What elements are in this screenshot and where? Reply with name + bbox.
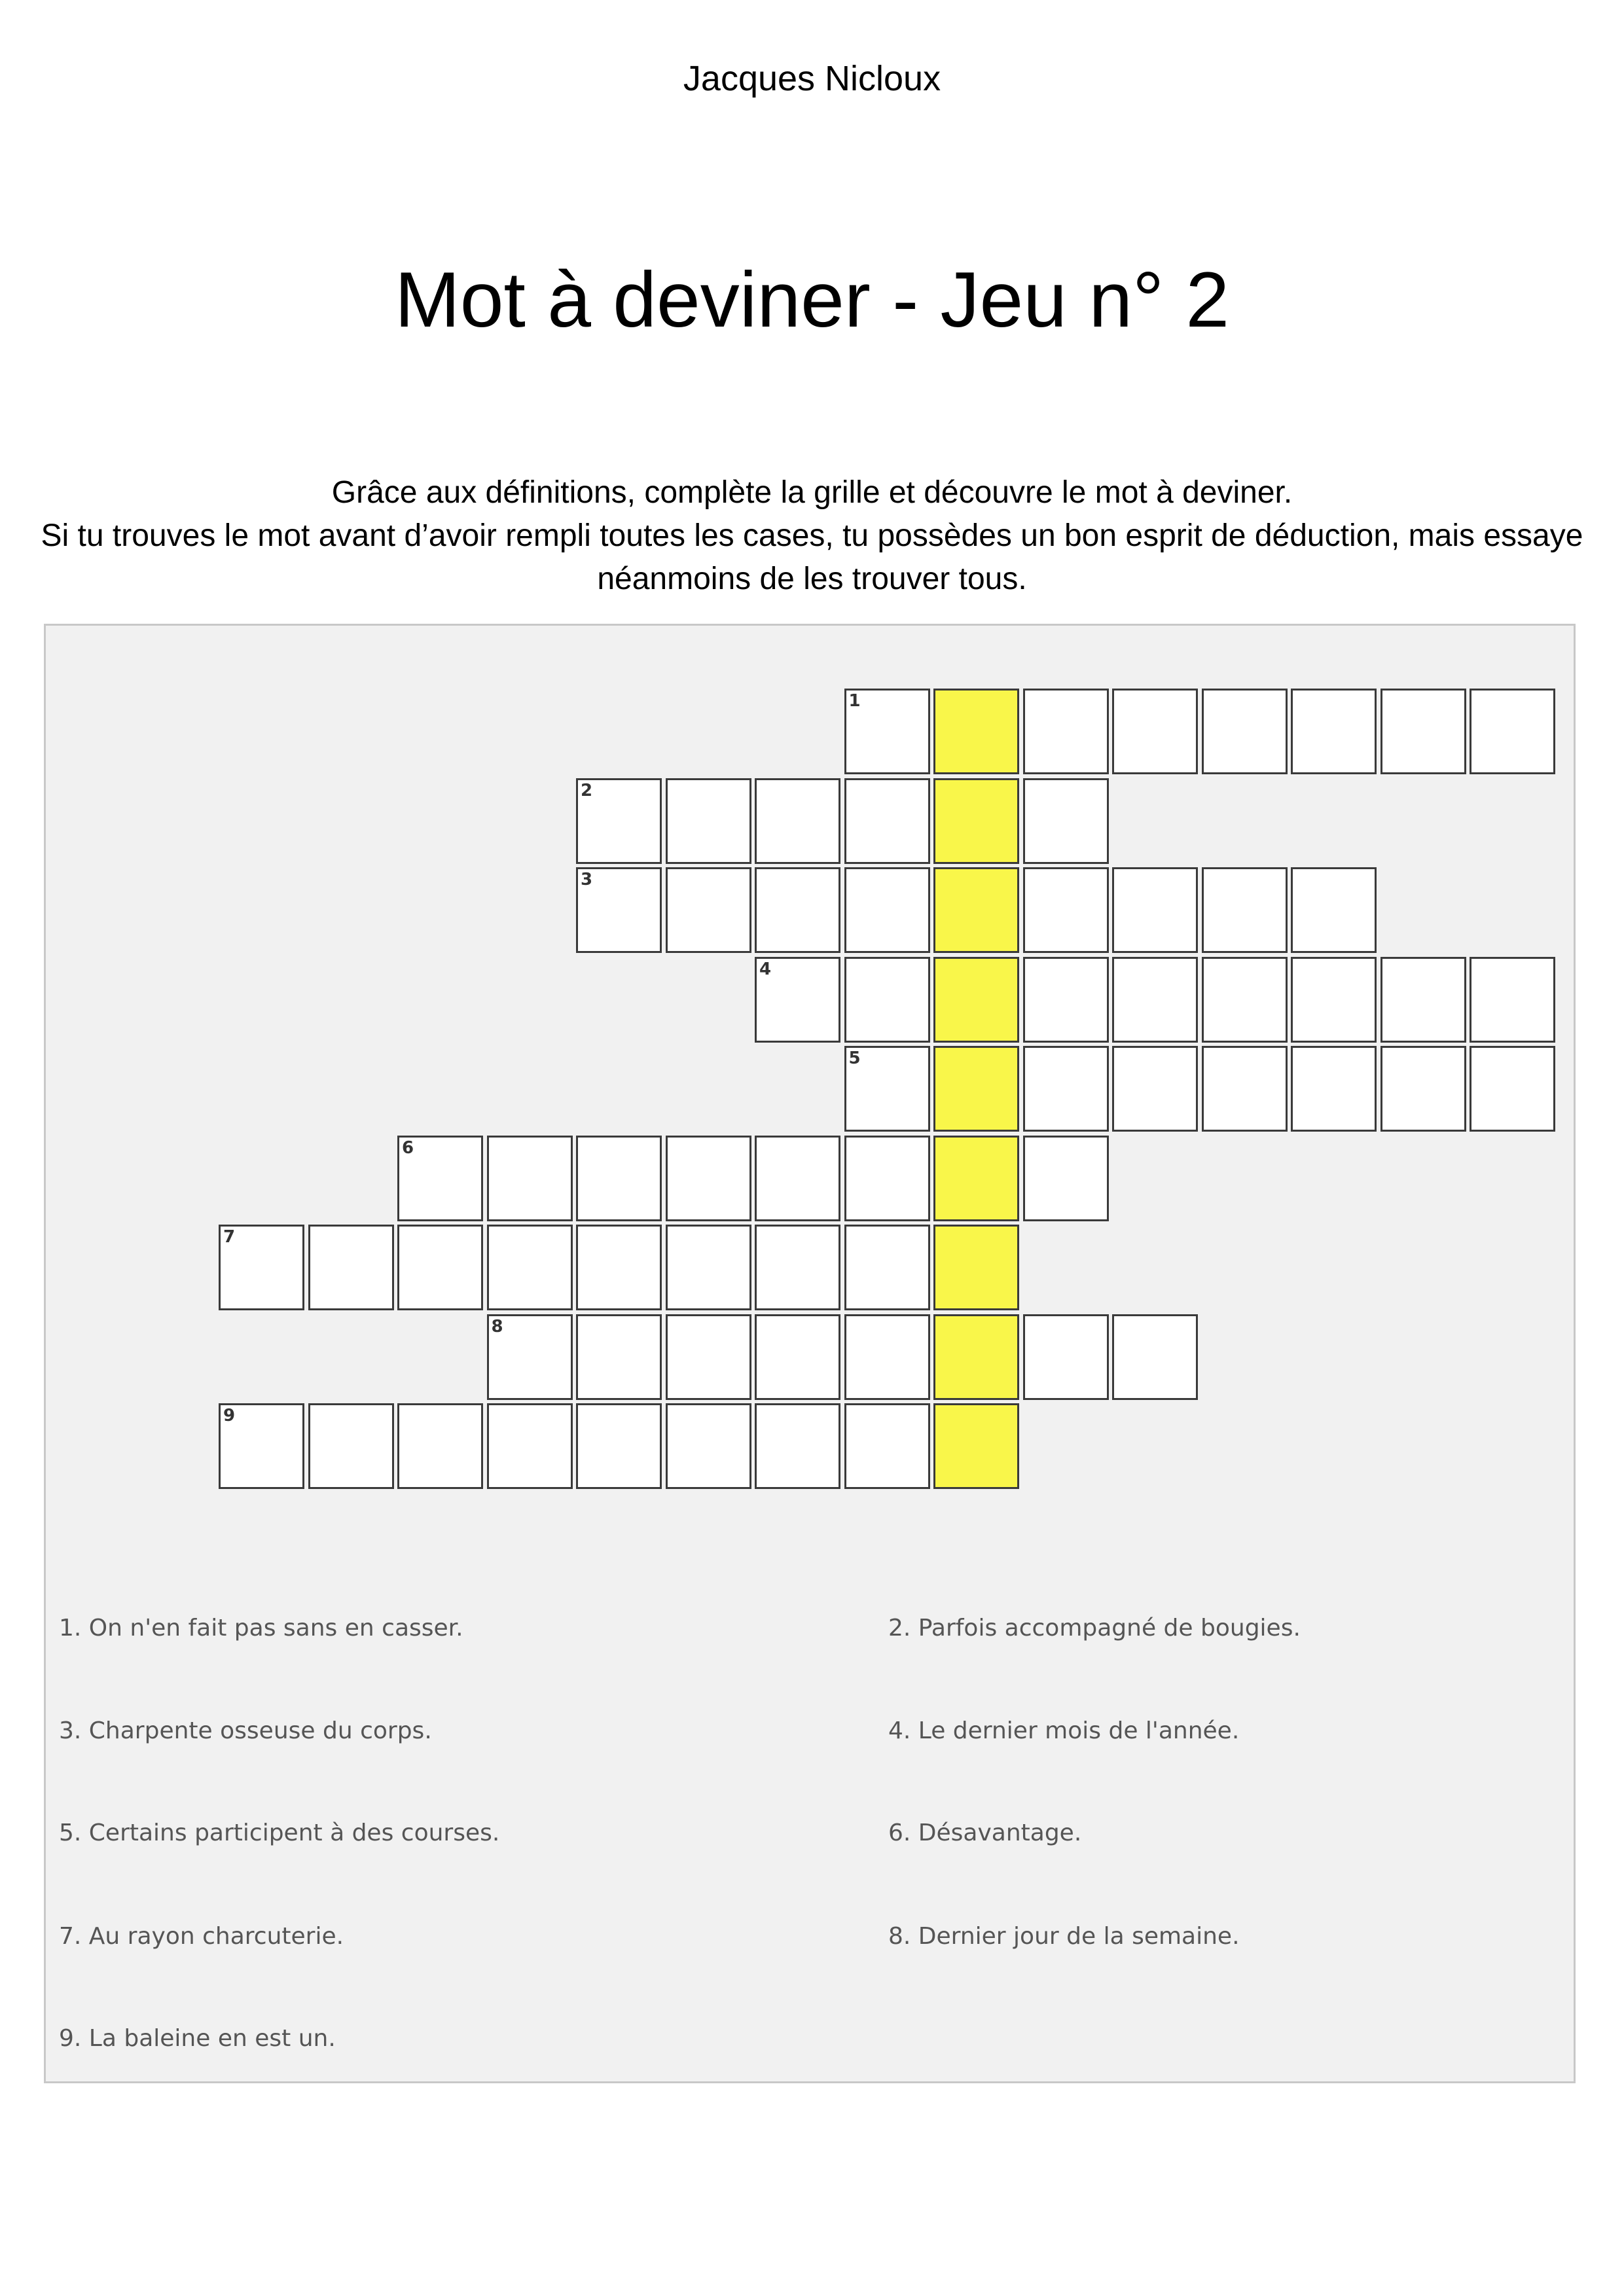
grid-cell[interactable] [576,1403,662,1489]
clue-number: 7 [223,1227,236,1247]
grid-cell[interactable] [666,867,751,953]
clue-5: 5. Certains participent à des courses. [59,1820,500,1846]
grid-cell[interactable] [1470,957,1555,1043]
grid-cell-mystery[interactable] [933,1403,1019,1489]
clue-number: 1 [848,691,861,711]
clue-6: 6. Désavantage. [888,1820,1082,1846]
clue-7: 7. Au rayon charcuterie. [59,1923,344,1950]
crossword-panel [44,624,1576,2083]
grid-cell[interactable] [1380,689,1466,774]
grid-cell[interactable] [844,1046,930,1132]
grid-cell[interactable] [1202,867,1288,953]
grid-cell[interactable] [219,1225,304,1310]
grid-cell[interactable] [576,867,662,953]
grid-cell[interactable] [666,1314,751,1400]
clue-number: 4 [759,959,772,979]
grid-cell[interactable] [1023,1136,1109,1221]
grid-cell[interactable] [576,1314,662,1400]
grid-cell-mystery[interactable] [933,1225,1019,1310]
clue-3: 3. Charpente osseuse du corps. [59,1717,432,1744]
grid-cell[interactable] [487,1136,573,1221]
grid-cell[interactable] [1202,957,1288,1043]
instructions-line-3: néanmoins de les trouver tous. [597,562,1027,596]
grid-cell[interactable] [487,1314,573,1400]
grid-cell[interactable] [844,957,930,1043]
grid-cell[interactable] [1023,689,1109,774]
grid-cell[interactable] [1023,867,1109,953]
grid-cell-mystery[interactable] [933,689,1019,774]
crossword-grid [46,626,1578,1509]
clue-4: 4. Le dernier mois de l'année. [888,1717,1240,1744]
instructions-line-2: Si tu trouves le mot avant d’avoir rempli toutes les cases, tu possèdes un bon esprit de déduction, mais essaye [41,518,1583,553]
clue-number: 5 [848,1049,861,1068]
grid-cell[interactable] [1023,778,1109,864]
grid-cell[interactable] [576,1225,662,1310]
instructions [0,471,1624,601]
grid-cell[interactable] [755,867,840,953]
grid-cell[interactable] [1023,1314,1109,1400]
author-name: Jacques Nicloux [683,59,941,98]
grid-cell[interactable] [576,1136,662,1221]
grid-cell-mystery[interactable] [933,867,1019,953]
grid-cell-mystery[interactable] [933,1046,1019,1132]
grid-cell[interactable] [1023,957,1109,1043]
clue-number: 9 [223,1406,236,1426]
grid-cell[interactable] [1291,1046,1377,1132]
grid-cell[interactable] [755,778,840,864]
grid-cell[interactable] [844,689,930,774]
grid-cell[interactable] [397,1225,483,1310]
grid-cell[interactable] [1291,689,1377,774]
grid-cell[interactable] [1380,1046,1466,1132]
grid-cell[interactable] [1291,867,1377,953]
clue-number: 3 [581,870,593,889]
grid-cell[interactable] [487,1403,573,1489]
grid-cell-mystery[interactable] [933,1136,1019,1221]
grid-cell[interactable] [397,1403,483,1489]
grid-cell[interactable] [1291,957,1377,1043]
grid-cell[interactable] [1202,1046,1288,1132]
clue-number: 8 [491,1316,503,1336]
grid-cell[interactable] [1112,867,1198,953]
instructions-line-1: Grâce aux définitions, complète la grille et découvre le mot à deviner. [331,475,1293,510]
clue-9: 9. La baleine en est un. [59,2025,336,2052]
grid-cell[interactable] [1023,1046,1109,1132]
grid-cell[interactable] [1470,1046,1555,1132]
clue-8: 8. Dernier jour de la semaine. [888,1923,1240,1950]
grid-cell-mystery[interactable] [933,957,1019,1043]
grid-cell[interactable] [844,867,930,953]
clue-2: 2. Parfois accompagné de bougies. [888,1615,1301,1641]
grid-cell[interactable] [1112,1314,1198,1400]
grid-cell[interactable] [219,1403,304,1489]
grid-cell[interactable] [666,1225,751,1310]
grid-cell-mystery[interactable] [933,1314,1019,1400]
clue-number: 2 [581,780,593,800]
grid-cell[interactable] [755,1225,840,1310]
grid-cell[interactable] [308,1403,394,1489]
grid-cell[interactable] [397,1136,483,1221]
grid-cell[interactable] [844,1314,930,1400]
grid-cell[interactable] [1112,689,1198,774]
grid-cell-mystery[interactable] [933,778,1019,864]
grid-cell[interactable] [755,1314,840,1400]
clue-1: 1. On n'en fait pas sans en casser. [59,1615,463,1641]
grid-cell[interactable] [1112,957,1198,1043]
grid-cell[interactable] [576,778,662,864]
grid-cell[interactable] [1470,689,1555,774]
grid-cell[interactable] [1112,1046,1198,1132]
grid-cell[interactable] [755,1403,840,1489]
grid-cell[interactable] [844,1136,930,1221]
page-title: Mot à deviner - Jeu n° 2 [394,256,1230,344]
grid-cell[interactable] [755,957,840,1043]
grid-cell[interactable] [666,1403,751,1489]
grid-cell[interactable] [666,1136,751,1221]
grid-cell[interactable] [666,778,751,864]
grid-cell[interactable] [1380,957,1466,1043]
grid-cell[interactable] [308,1225,394,1310]
clue-number: 6 [402,1138,414,1158]
grid-cell[interactable] [844,1225,930,1310]
grid-cell[interactable] [755,1136,840,1221]
grid-cell[interactable] [487,1225,573,1310]
grid-cell[interactable] [844,1403,930,1489]
grid-cell[interactable] [844,778,930,864]
grid-cell[interactable] [1202,689,1288,774]
